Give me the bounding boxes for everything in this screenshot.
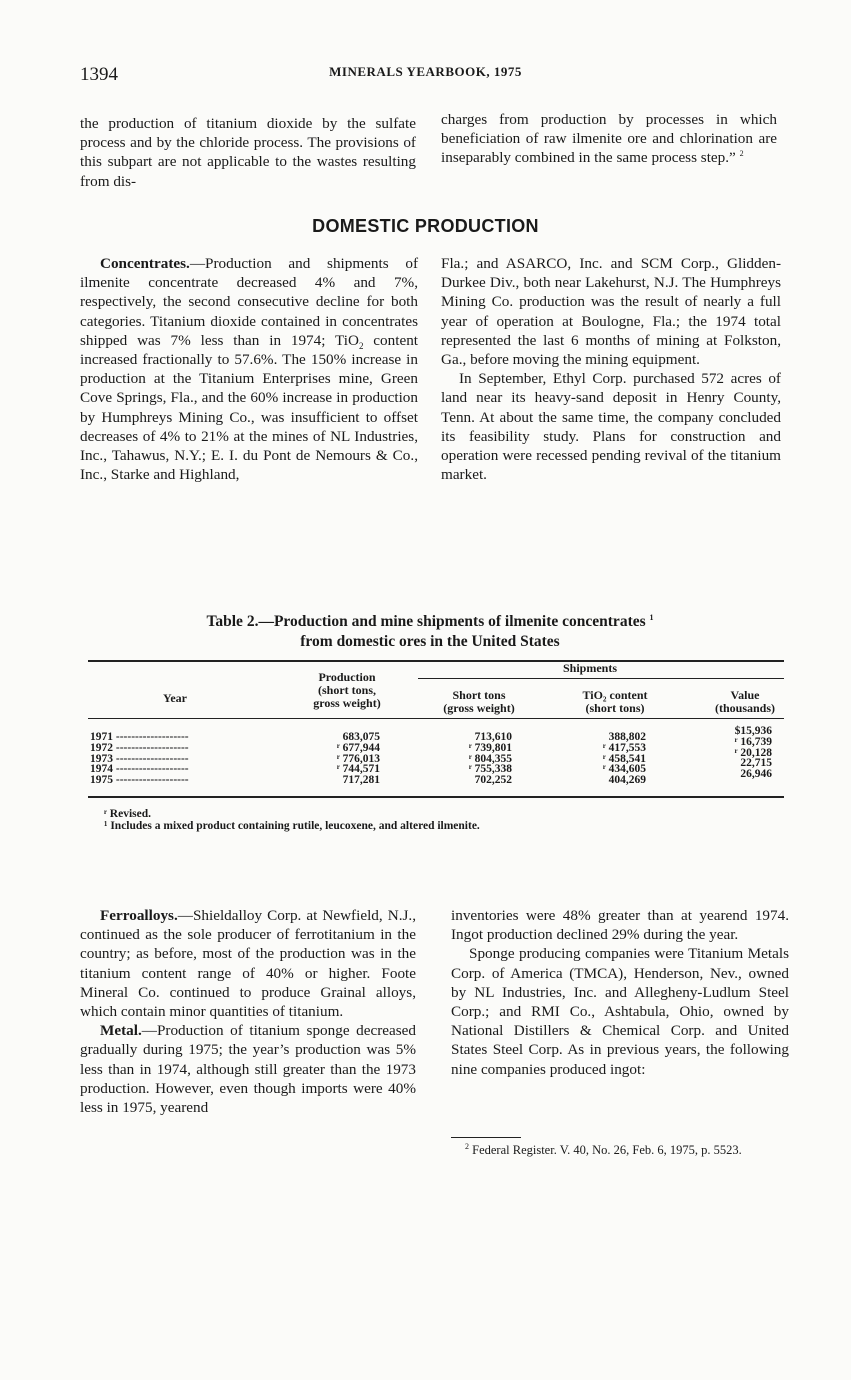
cell-value: $15,936 xyxy=(734,725,772,737)
table-top-rule xyxy=(88,660,784,662)
cell-value: ʳ 16,739 xyxy=(734,735,772,748)
cell-production: 683,075 xyxy=(342,731,380,743)
metal-right-p1: inventories were 48% greater than at yearend 1974. Ingot production declined 29% during the year. xyxy=(451,907,789,944)
intro-left-text: the production of titanium dioxide by the sulfate process and by the chloride process. The provisions of this subpart are not applicable to the wastes resulting from dis- xyxy=(80,115,416,190)
concentrates-right-column xyxy=(441,254,781,484)
cell-short-tons: ʳ 739,801 xyxy=(468,741,512,754)
metal-right-p2: Sponge producing companies were Titanium Metals Corp. of America (TMCA), Henderson, Nev., owned by NL Industries, Inc. and Allegheny-Ludlum Steel Corp.; and RMI Co., Ashtabula, Ohio, owned by National Distillers & Chemical Corp. and United States Steel Corp. As in previous years, the following nine companies produced ingot: xyxy=(451,945,789,1078)
cell-value: 26,946 xyxy=(740,768,772,781)
cell-short-tons: ʳ 755,338 xyxy=(468,763,512,776)
value-column xyxy=(700,726,772,780)
metal-right-column xyxy=(451,906,789,1079)
table-notes xyxy=(104,808,704,832)
concentrates-text-cont: content increased fractionally to 57.6%. The 150% increase in production at the Titanium Enterprises mine, Green Cove Springs, Fla., and the 60% increase in production by Humphreys Mining Co., was insufficient to offset decreases of 4% to 21% at the mines of NL Industries, Inc., Tahawus, N.Y.; E. I. du Pont de Nemours & Co., Inc., Starke and Highland, xyxy=(80,331,419,484)
table-title-line2: from domestic ores in the United States xyxy=(300,633,560,650)
tio2-h1: TiO₂ content xyxy=(582,688,648,702)
value-h2: (thousands) xyxy=(714,701,776,715)
footnote-number: 2 xyxy=(465,1141,469,1151)
intro-right-column xyxy=(441,110,777,168)
cell-production: ʳ 776,013 xyxy=(336,752,380,765)
production-h1: Production xyxy=(318,670,376,684)
note-1: ¹ Includes a mixed product containing rutile, leucoxene, and altered ilmenite. xyxy=(104,820,480,832)
table-title-ref: 1 xyxy=(649,612,654,622)
cell-short-tons: 702,252 xyxy=(474,774,512,787)
value-h1: Value xyxy=(730,688,760,702)
cell-tio2: 404,269 xyxy=(608,774,646,787)
table-header-rule xyxy=(88,718,784,719)
ferroalloys-metal-left-column xyxy=(80,906,416,1117)
tio2-column xyxy=(566,732,646,786)
table-title xyxy=(80,612,780,652)
short-tons-column xyxy=(430,732,512,786)
tio2-h2: (short tons) xyxy=(585,701,645,715)
shipments-rule xyxy=(418,678,784,679)
table-row-year: 1971 ------------------- xyxy=(90,731,189,743)
cell-short-tons: 713,610 xyxy=(474,731,512,743)
cell-tio2: ʳ 417,553 xyxy=(602,741,646,754)
ferroalloys-text: —Shieldalloy Corp. at Newfield, N.J., continued as the sole producer of ferrotitanium in the country; as before, most of the production was in the titanium content range of 40% or higher. Foote Mineral Co. continued to produce Grainal alloys, which contain minor quantities of titanium. xyxy=(80,907,416,1021)
short-tons-h2: (gross weight) xyxy=(443,701,515,715)
concentrates-right-p2: In September, Ethyl Corp. purchased 572 acres of land near its heavy-sand deposit in Henry County, Tenn. At about the same time, the company concluded its feasibility study. Plans for construction and operation were recessed pending revival of the titanium market. xyxy=(441,370,781,484)
col-header-shipments: Shipments xyxy=(562,661,618,675)
cell-production: 717,281 xyxy=(342,774,380,787)
concentrates-left-column xyxy=(80,254,418,484)
table-row-year: 1974 ------------------- xyxy=(90,763,189,776)
footnote-rule xyxy=(451,1137,521,1138)
production-h2: (short tons, xyxy=(317,683,376,697)
cell-production: ʳ 677,944 xyxy=(336,741,380,754)
intro-left-column xyxy=(80,114,416,191)
cell-tio2: 388,802 xyxy=(608,731,646,743)
table-bottom-rule xyxy=(88,796,784,798)
cell-tio2: ʳ 434,605 xyxy=(602,763,646,776)
tio2-subscript: 2 xyxy=(358,340,364,351)
concentrates-text: —Production and shipments of ilmenite concentrate decreased 4% and 7%, respectively, the second consecutive decline for both categories. Titanium dioxide contained in concentrates shipped was 7% less than in 1974; TiO xyxy=(80,255,418,349)
production-column xyxy=(300,732,380,786)
page-number: 1394 xyxy=(80,64,118,85)
col-header-year: Year xyxy=(163,691,187,705)
cell-value: ʳ 20,128 xyxy=(734,746,772,759)
running-title: MINERALS YEARBOOK, 1975 xyxy=(329,64,522,79)
year-column xyxy=(90,732,270,786)
table-row-year: 1975 ------------------- xyxy=(90,774,189,787)
col-header-tio2 xyxy=(560,689,670,715)
col-header-production xyxy=(292,671,402,710)
concentrates-right-p1: Fla.; and ASARCO, Inc. and SCM Corp., Glidden-Durkee Div., both near Lakehurst, N.J. The Humphreys Mining Co. production was the result of nearly a full year of operation at Boulogne, Fla.; the 1974 total represented the last 6 months of mining at Folkston, Ga., before moving the mining equipment. xyxy=(441,255,781,369)
short-tons-h1: Short tons xyxy=(452,688,506,702)
metal-lead: Metal. xyxy=(100,1022,142,1040)
cell-short-tons: ʳ 804,355 xyxy=(468,752,512,765)
note-revised: ʳ Revised. xyxy=(104,808,152,820)
metal-text: —Production of titanium sponge decreased gradually during 1975; the year’s production was 5% less than in 1974, although still greater than the 1973 production. However, even though imports were 40% less in 1975, yearend xyxy=(80,1022,416,1117)
production-h3: gross weight) xyxy=(313,696,381,710)
cell-production: ʳ 744,571 xyxy=(336,763,380,776)
table-row-year: 1972 ------------------- xyxy=(90,741,189,754)
table-row-year: 1973 ------------------- xyxy=(90,752,189,765)
ferroalloys-lead: Ferroalloys. xyxy=(100,907,178,924)
intro-right-text: charges from production by processes in which beneficiation of raw ilmenite ore and chlorination are inseparably combined in the same process step.” xyxy=(441,111,777,167)
footnote xyxy=(451,1142,789,1158)
section-title: DOMESTIC PRODUCTION xyxy=(312,216,539,236)
col-header-short-tons xyxy=(424,689,534,715)
cell-tio2: ʳ 458,541 xyxy=(602,752,646,765)
footnote-text: Federal Register. V. 40, No. 26, Feb. 6, 1975, p. 5523. xyxy=(472,1143,742,1157)
col-header-value xyxy=(700,689,790,715)
footnote-ref: 2 xyxy=(739,149,744,159)
table-title-line1: Table 2.—Production and mine shipments of ilmenite concentrates xyxy=(206,613,646,630)
concentrates-lead: Concentrates. xyxy=(100,255,190,272)
cell-value: 22,715 xyxy=(740,757,772,770)
